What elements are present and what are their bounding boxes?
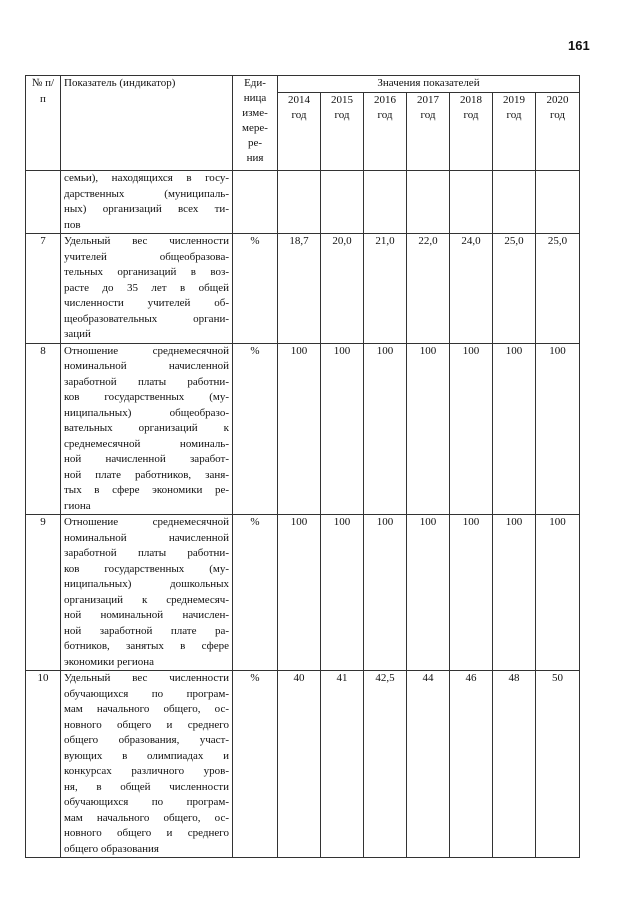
table-row xyxy=(26,671,580,858)
year-label: 2018 xyxy=(460,94,482,106)
header-indicator: Показатель (индикатор) xyxy=(61,76,233,171)
row-value: 24,0 xyxy=(450,234,493,344)
row-value: 100 xyxy=(450,343,493,515)
row-number: 10 xyxy=(26,671,61,858)
row-value: 25,0 xyxy=(536,234,580,344)
indicator-line: ня, в общей численности xyxy=(64,780,229,793)
header-unit-line: ре- xyxy=(247,137,263,149)
indicator-line: среднемесячной номиналь- xyxy=(64,437,229,450)
table-row xyxy=(26,234,580,344)
header-unit-line: Еди- xyxy=(244,77,266,89)
year-label: 2019 xyxy=(503,94,525,106)
row-unit: % xyxy=(233,234,278,344)
indicator-line: ниципальных) общеобразо- xyxy=(64,406,229,419)
indicator-line: вующих в олимпиадах и xyxy=(64,749,229,762)
indicator-line: организаций к среднемесяч- xyxy=(64,593,229,606)
indicator-line: новного общего и среднего xyxy=(64,718,229,731)
indicators-table xyxy=(25,75,580,858)
row-value: 44 xyxy=(407,671,450,858)
indicator-line: Отношение среднемесячной xyxy=(64,516,229,528)
indicator-line: численности учителей об- xyxy=(64,297,229,309)
year-label: 2014 xyxy=(288,94,310,106)
row-value: 100 xyxy=(407,343,450,515)
year-label: 2020 xyxy=(546,94,569,106)
indicator-line: ной номинальной начислен- xyxy=(64,609,229,621)
row-unit: % xyxy=(233,343,278,515)
row-number: 7 xyxy=(26,234,61,344)
year-label: 2016 xyxy=(374,94,396,106)
row-value xyxy=(278,171,321,234)
indicator-line: гиона xyxy=(64,499,91,512)
row-value: 100 xyxy=(536,343,580,515)
indicator-line: пов xyxy=(64,218,81,231)
year-suffix: год xyxy=(549,109,566,121)
row-value: 18,7 xyxy=(278,234,321,344)
indicator-line: дарственных (муниципаль- xyxy=(64,187,229,200)
indicator-line: ной плате работников, заня- xyxy=(64,468,229,481)
indicator-line: тых в сфере экономики ре- xyxy=(64,484,229,496)
table-row xyxy=(26,171,580,234)
indicator-line: экономики региона xyxy=(64,655,155,668)
indicator-line: номинальной начисленной xyxy=(64,360,229,372)
row-number xyxy=(26,171,61,234)
row-value: 100 xyxy=(364,515,407,671)
header-year-2019 xyxy=(493,93,536,171)
row-value: 100 xyxy=(493,515,536,671)
indicator-line: заработной платы работни- xyxy=(64,547,229,559)
header-num: № п/п xyxy=(26,76,61,171)
row-value: 100 xyxy=(321,515,364,671)
indicator-line: конкурсах различного уров- xyxy=(64,765,229,777)
indicator-line: общего образования xyxy=(64,842,159,855)
row-value: 40 xyxy=(278,671,321,858)
row-unit: % xyxy=(233,515,278,671)
row-value: 100 xyxy=(536,515,580,671)
row-value: 22,0 xyxy=(407,234,450,344)
indicator-line: тельных организаций в воз- xyxy=(64,266,229,278)
row-value xyxy=(493,171,536,234)
indicator-line: мам начального общего, ос- xyxy=(64,703,229,715)
header-unit-line: ния xyxy=(246,152,264,164)
row-value xyxy=(364,171,407,234)
indicator-line: Удельный вес численности xyxy=(64,235,229,247)
indicator-line: новного общего и среднего xyxy=(64,827,229,839)
row-number: 9 xyxy=(26,515,61,671)
row-value: 100 xyxy=(450,515,493,671)
indicator-line: вательных организаций к xyxy=(64,422,229,434)
row-indicator xyxy=(61,171,233,234)
header-unit xyxy=(233,76,278,171)
header-year-2017 xyxy=(407,93,450,171)
row-value: 48 xyxy=(493,671,536,858)
row-value: 41 xyxy=(321,671,364,858)
header-year-2020 xyxy=(536,93,580,171)
indicator-line: обучающихся по програм- xyxy=(64,796,229,808)
indicator-line: расте до 35 лет в общей xyxy=(64,281,229,294)
indicator-line: учителей общеобразова- xyxy=(64,250,229,263)
row-value xyxy=(536,171,580,234)
row-value: 20,0 xyxy=(321,234,364,344)
row-value: 42,5 xyxy=(364,671,407,858)
row-number: 8 xyxy=(26,343,61,515)
row-value xyxy=(450,171,493,234)
row-value xyxy=(407,171,450,234)
table-row xyxy=(26,343,580,515)
table-body xyxy=(26,171,580,858)
year-suffix: год xyxy=(463,109,479,121)
indicator-line: ных) организаций всех ти- xyxy=(64,203,229,215)
header-year-2016 xyxy=(364,93,407,171)
indicator-line: ниципальных) дошкольных xyxy=(64,578,229,590)
indicator-line: ной начисленной заработ- xyxy=(64,453,229,465)
header-year-2018 xyxy=(450,93,493,171)
row-value: 21,0 xyxy=(364,234,407,344)
indicator-line: Удельный вес численности xyxy=(64,672,229,684)
indicator-line: общего образования, участ- xyxy=(64,734,229,746)
header-year-2014 xyxy=(278,93,321,171)
row-value: 100 xyxy=(493,343,536,515)
row-value: 100 xyxy=(364,343,407,515)
year-label: 2017 xyxy=(417,94,439,106)
year-suffix: год xyxy=(506,109,522,121)
row-indicator xyxy=(61,671,233,858)
year-suffix: год xyxy=(291,109,307,121)
indicator-line: мам начального общего, ос- xyxy=(64,811,229,824)
indicator-line: ботников, занятых в сфере xyxy=(64,640,229,652)
indicator-line: ков государственных (му- xyxy=(64,391,229,403)
header-unit-line: ница xyxy=(243,92,267,104)
row-value: 46 xyxy=(450,671,493,858)
indicator-line: семьи), находящихся в госу- xyxy=(64,172,229,184)
indicator-line: номинальной начисленной xyxy=(64,531,229,544)
indicator-line: ков государственных (му- xyxy=(64,562,229,575)
header-year-2015 xyxy=(321,93,364,171)
indicator-line: Отношение среднемесячной xyxy=(64,344,229,357)
table-row xyxy=(26,515,580,671)
row-value: 50 xyxy=(536,671,580,858)
header-values-group: Значения показателей xyxy=(278,76,580,93)
year-suffix: год xyxy=(334,109,350,121)
row-value: 100 xyxy=(278,515,321,671)
indicator-line: заработной платы работни- xyxy=(64,375,229,388)
row-value: 100 xyxy=(278,343,321,515)
row-unit: % xyxy=(233,671,278,858)
row-unit xyxy=(233,171,278,234)
header-unit-line: изме- xyxy=(242,107,268,119)
indicator-line: щеобразовательных органи- xyxy=(64,312,229,325)
indicator-line: ной заработной плате ра- xyxy=(64,624,229,637)
row-value: 25,0 xyxy=(493,234,536,344)
row-value xyxy=(321,171,364,234)
row-value: 100 xyxy=(407,515,450,671)
year-suffix: год xyxy=(377,109,393,121)
row-indicator xyxy=(61,343,233,515)
row-value: 100 xyxy=(321,343,364,515)
row-indicator xyxy=(61,515,233,671)
year-suffix: год xyxy=(420,109,436,121)
header-unit-line: мере- xyxy=(242,122,268,134)
page-number: 161 xyxy=(568,38,590,53)
row-indicator xyxy=(61,234,233,344)
year-label: 2015 xyxy=(331,94,353,106)
indicator-line: обучающихся по програм- xyxy=(64,687,229,700)
indicator-line: заций xyxy=(64,328,91,340)
